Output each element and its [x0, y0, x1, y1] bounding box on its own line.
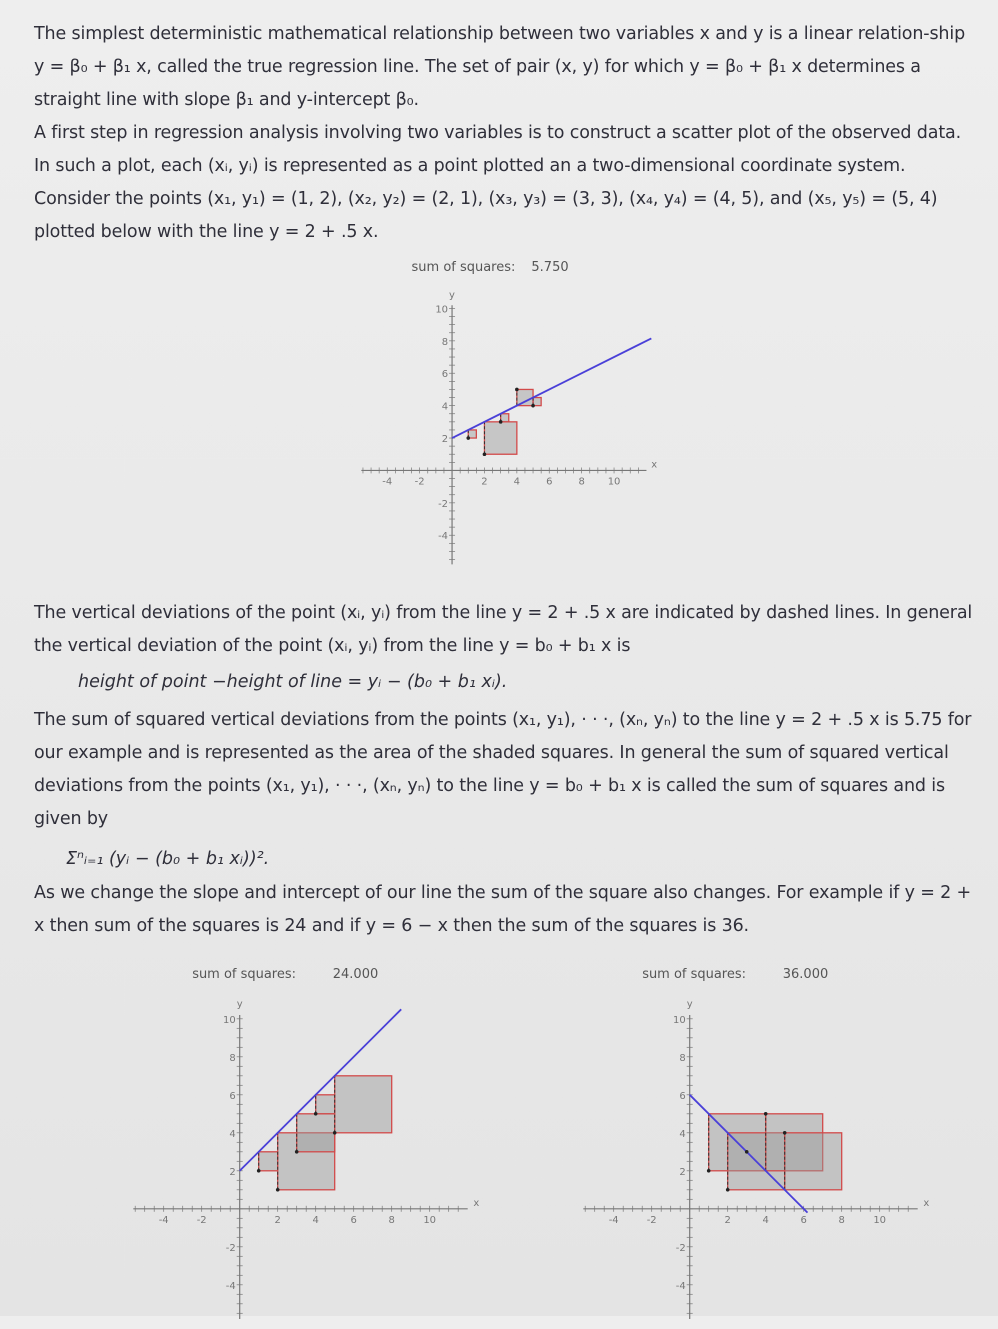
data-point — [276, 1188, 280, 1192]
deviation-square — [484, 422, 516, 454]
x-tick-label: 10 — [423, 1214, 437, 1226]
graph-svg — [120, 962, 483, 1329]
data-point — [707, 1169, 711, 1173]
sum-of-squares-label: sum of squares: — [192, 967, 296, 983]
x-tick-label: 4 — [513, 476, 521, 488]
x-tick-label: 2 — [724, 1214, 731, 1226]
regression-line — [452, 338, 651, 438]
y-tick-label: 2 — [679, 1166, 686, 1178]
y-tick-label: 6 — [229, 1090, 236, 1102]
x-tick-label: 10 — [607, 476, 621, 488]
data-point — [483, 452, 487, 456]
data-point — [531, 404, 535, 408]
x-axis-label: x — [923, 1197, 930, 1209]
graph-svg — [570, 962, 933, 1329]
x-tick-label: 6 — [546, 476, 553, 488]
x-tick-label: -2 — [414, 476, 425, 488]
y-tick-label: 2 — [229, 1166, 236, 1178]
deviation-paragraph: The vertical deviations of the point (xᵢ, yᵢ) from the line y = 2 + .5 x are indicated by dashed lines. In general the vertical deviation of the point (xᵢ, yᵢ) from the line y = b₀ + b₁ x is — [34, 603, 973, 656]
y-tick-label: 8 — [441, 336, 449, 348]
x-tick-label: 8 — [838, 1214, 845, 1226]
y-tick-label: 6 — [441, 369, 449, 381]
y-tick-label: -2 — [225, 1242, 236, 1254]
sum-of-squares-paragraph: The sum of squared vertical deviations from the points (x₁, y₁), · · ·, (xₙ, yₙ) to the line y = 2 + .5 x is 5.75 for our example and is represented as the area of the shaded squares. In general the sum of squared vertical deviations from the points (x₁, y₁), · · ·, (xₙ, yₙ) to the line y = b₀ + b₁ x is called the sum of squares and is given by — [34, 710, 972, 829]
y-tick-label: 8 — [679, 1052, 686, 1064]
y-tick-label: 2 — [441, 434, 449, 446]
x-tick-label: 8 — [578, 476, 585, 488]
y-tick-label: 10 — [435, 304, 449, 316]
x-tick-label: -4 — [608, 1214, 619, 1226]
y-tick-label: 4 — [229, 1128, 236, 1140]
deviation-square — [259, 1152, 278, 1171]
x-axis-label: x — [473, 1197, 480, 1209]
x-tick-label: 10 — [873, 1214, 887, 1226]
y-tick-label: -2 — [675, 1242, 686, 1254]
sum-of-squares-formula: Σⁿᵢ₌₁ (yᵢ − (b₀ + b₁ xᵢ))². — [66, 849, 270, 869]
sum-of-squares-label: sum of squares: — [642, 967, 746, 983]
y-axis-label: y — [236, 999, 243, 1011]
y-tick-label: 10 — [672, 1014, 686, 1026]
x-tick-label: -4 — [382, 476, 393, 488]
x-tick-label: 4 — [762, 1214, 769, 1226]
x-axis-label: x — [651, 459, 658, 471]
x-tick-label: -2 — [646, 1214, 657, 1226]
sum-of-squares-label: sum of squares: — [411, 260, 516, 276]
data-point — [257, 1169, 261, 1173]
sum-of-squares-value: 5.750 — [531, 260, 569, 276]
y-tick-label: -4 — [438, 531, 449, 543]
x-tick-label: 6 — [350, 1214, 357, 1226]
x-tick-label: -4 — [158, 1214, 169, 1226]
regression-graph-left — [120, 962, 483, 1329]
data-point — [783, 1131, 787, 1135]
x-tick-label: 8 — [388, 1214, 395, 1226]
y-tick-label: -4 — [225, 1280, 236, 1292]
x-tick-label: 2 — [274, 1214, 281, 1226]
sum-of-squares-value: 24.000 — [332, 967, 379, 983]
graph-svg — [350, 255, 659, 573]
deviation-square — [316, 1095, 335, 1114]
data-point — [745, 1150, 749, 1154]
data-point — [333, 1131, 337, 1135]
data-point — [499, 420, 503, 424]
data-point — [515, 388, 519, 392]
regression-graph-right — [570, 962, 933, 1329]
x-tick-label: -2 — [196, 1214, 207, 1226]
deviation-square — [517, 389, 533, 405]
x-tick-label: 2 — [481, 476, 488, 488]
y-tick-label: 6 — [679, 1090, 686, 1102]
data-point — [314, 1112, 318, 1116]
y-tick-label: -2 — [438, 498, 449, 510]
sum-of-squares-value: 36.000 — [782, 967, 829, 983]
deviation-formula: height of point −height of line = yᵢ − (b₀ + b₁ xᵢ). — [78, 672, 508, 692]
intro-paragraph-1: The simplest deterministic mathematical relationship between two variables x and y is a linear relation-ship y = β₀ + β₁ x, called the true regression line. The set of pair (x, y) for which y = β₀ + β₁ x determines a straight line with slope β₁ and y-intercept β₀. — [34, 24, 966, 110]
y-tick-label: 8 — [229, 1052, 236, 1064]
x-tick-label: 4 — [312, 1214, 319, 1226]
data-point — [466, 436, 470, 440]
y-tick-label: -4 — [675, 1280, 686, 1292]
deviation-square — [297, 1114, 335, 1152]
y-tick-label: 4 — [679, 1128, 686, 1140]
change-line-paragraph: As we change the slope and intercept of our line the sum of the square also changes. For example if y = 2 + x then sum of the squares is 24 and if y = 6 − x then the sum of the squares is 36. — [34, 883, 972, 936]
data-point — [295, 1150, 299, 1154]
deviation-square — [785, 1133, 842, 1190]
y-tick-label: 4 — [441, 401, 449, 413]
data-point — [726, 1188, 730, 1192]
deviation-square — [335, 1076, 392, 1133]
y-tick-label: 10 — [222, 1014, 236, 1026]
data-point — [764, 1112, 768, 1116]
intro-paragraph-2: A first step in regression analysis involving two variables is to construct a scatter plot of the observed data. In such a plot, each (xᵢ, yᵢ) is represented as a point plotted an a two-dimensional coordinate system. Consider the points (x₁, y₁) = (1, 2), (x₂, y₂) = (2, 1), (x₃, y₃) = (3, 3), (x₄, y₄) = (4, 5), and (x₅, y₅) = (5, 4) plotted below with the line y = 2 + .5 x. — [34, 123, 962, 242]
y-axis-label: y — [686, 999, 693, 1011]
x-tick-label: 6 — [800, 1214, 807, 1226]
regression-graph-main — [350, 255, 659, 573]
y-axis-label: y — [449, 289, 455, 301]
